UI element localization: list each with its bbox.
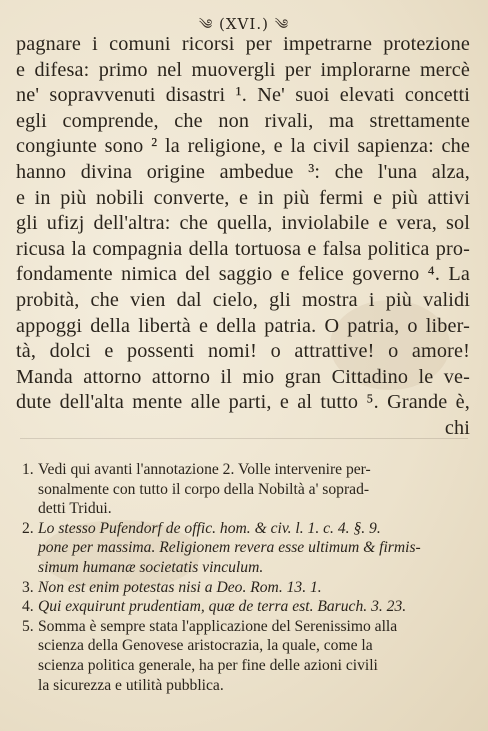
text-line: e in più nobili converte, e in più fermi e più attivi bbox=[16, 186, 470, 209]
text-line: probità, che vien dal cielo, gli mostra i più validi bbox=[16, 288, 470, 311]
footnote-1 bbox=[22, 460, 472, 480]
text-line: pagnare i comuni ricorsi per impetrarne protezione bbox=[16, 33, 470, 55]
footnote-text: Qui exquirunt prudentiam, quæ de terra est. Baruch. 3. 23. bbox=[38, 598, 407, 616]
footnote-5 bbox=[22, 617, 472, 637]
text-line: dute dell'alta mente alle parti, e al tutto ⁵. Grande è, bbox=[16, 391, 470, 414]
footnote-3 bbox=[22, 578, 472, 598]
text-line: gli ufizj dell'altra: che quella, inviolabile e vera, sol bbox=[16, 212, 470, 235]
text-line: fondamente nimica del saggio e felice governo ⁴. La bbox=[16, 263, 470, 286]
footnote-number: 4. bbox=[22, 598, 34, 616]
text-line: e difesa: primo nel muovergli per implorarne mercè bbox=[16, 58, 470, 81]
footnote-text: Lo stesso Pufendorf de offic. hom. & civ. l. 1. c. 4. §. 9. bbox=[38, 519, 381, 537]
footnote-number: 3. bbox=[22, 578, 34, 596]
footnote-text: Vedi qui avanti l'annotazione 2. Volle intervenire per- bbox=[38, 461, 371, 478]
text-line: ricusa la compagnia della tortuosa e falsa politica pro- bbox=[16, 237, 470, 260]
catchword: chi bbox=[444, 416, 470, 439]
footnote-5-cont: scienza della Genovese aristocrazia, la quale, come la bbox=[38, 637, 373, 655]
text-line: hanno divina origine ambedue ³: che l'una alza, bbox=[16, 160, 470, 183]
footnote-number: 1. bbox=[22, 461, 34, 478]
text-line: appoggi della libertà e della patria. O patria, o liber- bbox=[16, 314, 470, 337]
footnote-5-cont: scienza politica generale, ha per fine delle azioni civili bbox=[38, 656, 378, 674]
footnote-text: Non est enim potestas nisi a Deo. Rom. 13. 1. bbox=[38, 578, 322, 596]
footnote-number: 2. bbox=[22, 519, 34, 537]
text-line: ne' sopravvenuti disastri ¹. Ne' suoi elevati concetti bbox=[16, 84, 470, 107]
footnote-divider bbox=[20, 438, 468, 439]
footnote-4 bbox=[22, 597, 472, 617]
ornament-left-icon: ༄ bbox=[198, 17, 214, 33]
text-line: tà, dolci e possenti nomi! o attrattive! o amore! bbox=[16, 340, 470, 363]
footnotes bbox=[22, 460, 472, 695]
page-number: (XVI.) bbox=[219, 15, 269, 33]
main-text bbox=[16, 32, 470, 442]
text-line: egli comprende, che non rivali, ma strettamente bbox=[16, 109, 470, 132]
text-line: Manda attorno attorno il mio gran Cittadino le ve- bbox=[16, 365, 470, 388]
footnote-1-cont: detti Tridui. bbox=[38, 500, 112, 518]
footnote-text: Somma è sempre stata l'applicazione del Serenissimo alla bbox=[38, 617, 398, 635]
ornament-right-icon: ༄ bbox=[274, 17, 290, 33]
footnote-5-cont: la sicurezza e utilità pubblica. bbox=[38, 676, 224, 694]
footnote-2-cont: simum humanæ societatis vinculum. bbox=[38, 558, 264, 576]
footnote-number: 5. bbox=[22, 617, 34, 635]
text-line: congiunte sono ² la religione, e la civil sapienza: che bbox=[16, 135, 470, 158]
footnote-1-cont: sonalmente con tutto il corpo della Nobiltà a' soprad- bbox=[38, 480, 370, 498]
footnote-2 bbox=[22, 519, 472, 539]
footnote-2-cont: pone per massima. Religionem revera esse ultimum & firmis- bbox=[38, 539, 421, 557]
